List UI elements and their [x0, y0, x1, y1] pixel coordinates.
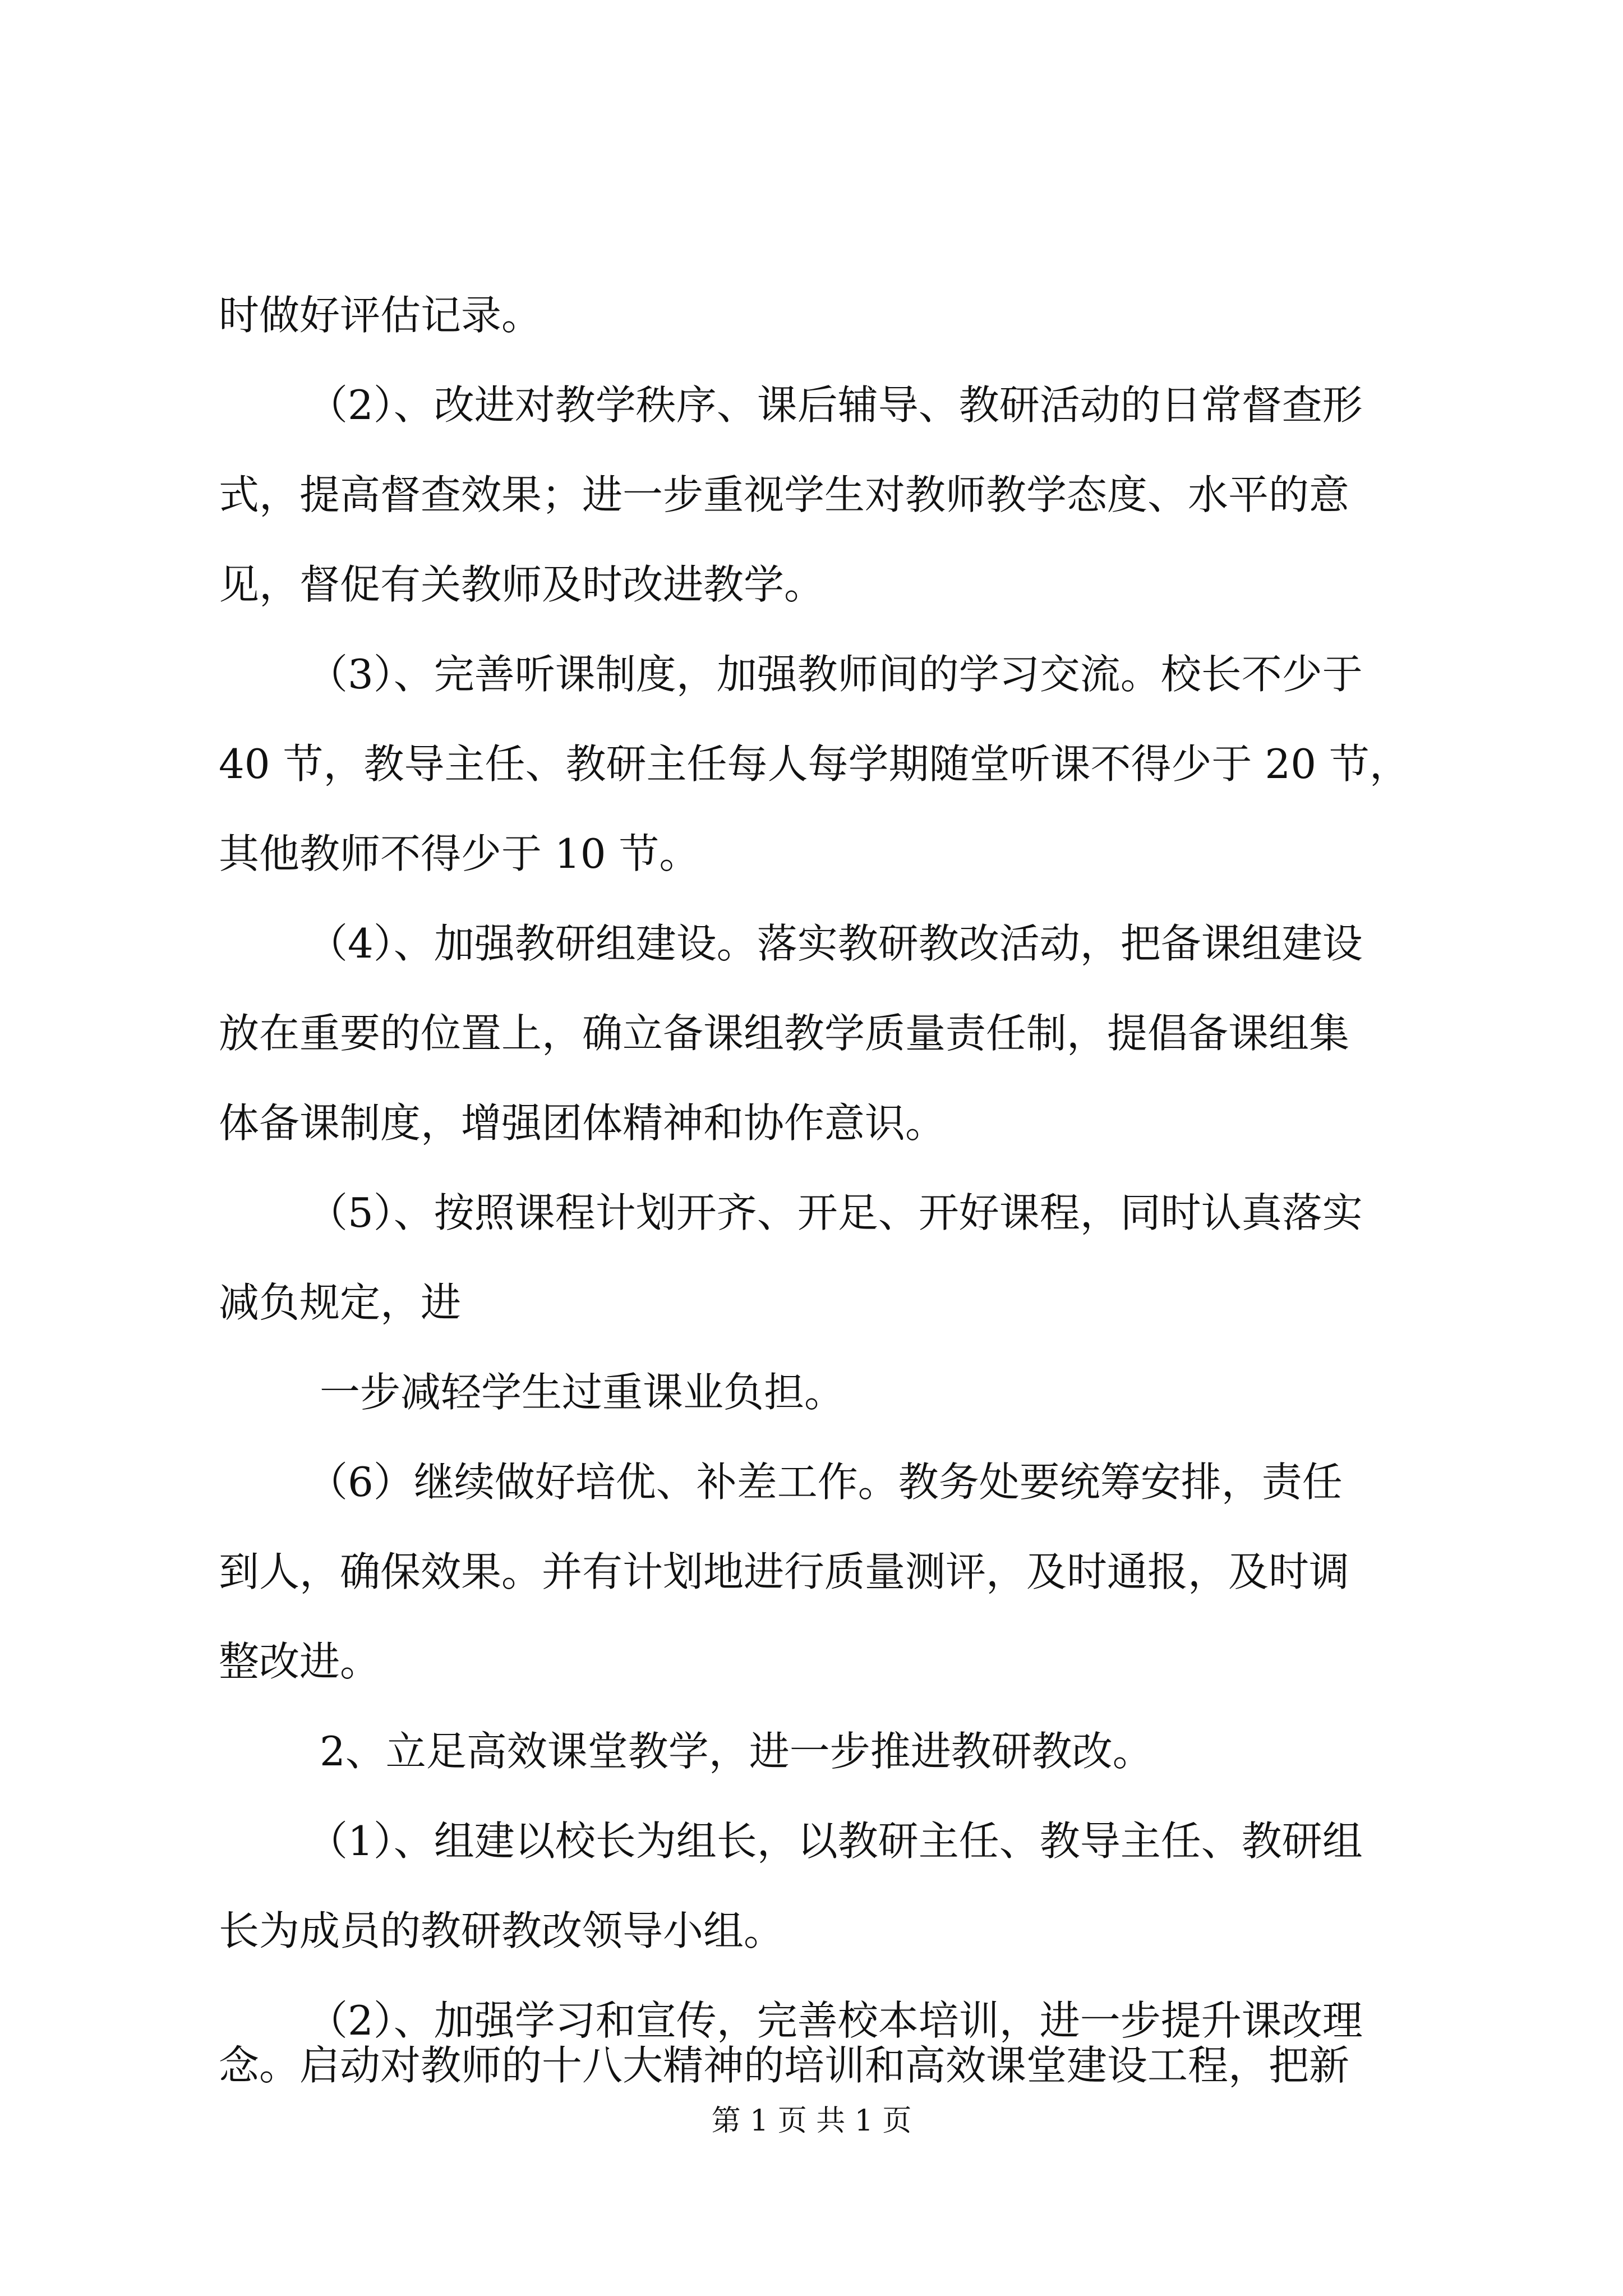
text-line: 其他教师不得少于 10 节。 — [219, 830, 700, 877]
text-line: 整改进。 — [219, 1638, 381, 1685]
text-line: 一步减轻学生过重课业负担。 — [320, 1369, 845, 1416]
text-line: 时做好评估记录。 — [219, 292, 542, 339]
text-line: （2）、改进对教学秩序、课后辅导、教研活动的日常督查形 — [307, 381, 1363, 429]
text-line: 式，提高督查效果；进一步重视学生对教师教学态度、水平的意 — [219, 471, 1350, 518]
text-line: （1）、组建以校长为组长，以教研主任、教导主任、教研组 — [307, 1818, 1363, 1865]
text-line: （4）、加强教研组建设。落实教研教改活动，把备课组建设 — [307, 920, 1363, 967]
text-line: 40 节，教导主任、教研主任每人每学期随堂听课不得少于 20 节， — [219, 740, 1410, 788]
text-line: 体备课制度，增强团体精神和协作意识。 — [219, 1099, 946, 1147]
text-line: （3）、完善听课制度，加强教师间的学习交流。校长不少于 — [307, 651, 1363, 698]
text-line: 减负规定，进 — [219, 1279, 462, 1326]
text-line: 见，督促有关教师及时改进教学。 — [219, 561, 825, 608]
text-line: 长为成员的教研教改领导小组。 — [219, 1907, 785, 1954]
page-number-footer: 第 1 页 共 1 页 — [711, 2104, 912, 2138]
text-line: （2）、加强学习和宣传，完善校本培训，进一步提升课改理 — [307, 1997, 1363, 2044]
text-line: （6）继续做好培优、补差工作。教务处要统筹安排，责任 — [307, 1458, 1343, 1506]
section-heading: 2、立足高效课堂教学，进一步推进教研教改。 — [320, 1728, 1153, 1775]
text-line: 到人，确保效果。并有计划地进行质量测评，及时通报，及时调 — [219, 1548, 1350, 1595]
text-line: 念。启动对教师的十八大精神的培训和高效课堂建设工程，把新 — [219, 2042, 1350, 2089]
text-line: （5）、按照课程计划开齐、开足、开好课程，同时认真落实 — [307, 1189, 1363, 1236]
text-line: 放在重要的位置上，确立备课组教学质量责任制，提倡备课组集 — [219, 1010, 1350, 1057]
